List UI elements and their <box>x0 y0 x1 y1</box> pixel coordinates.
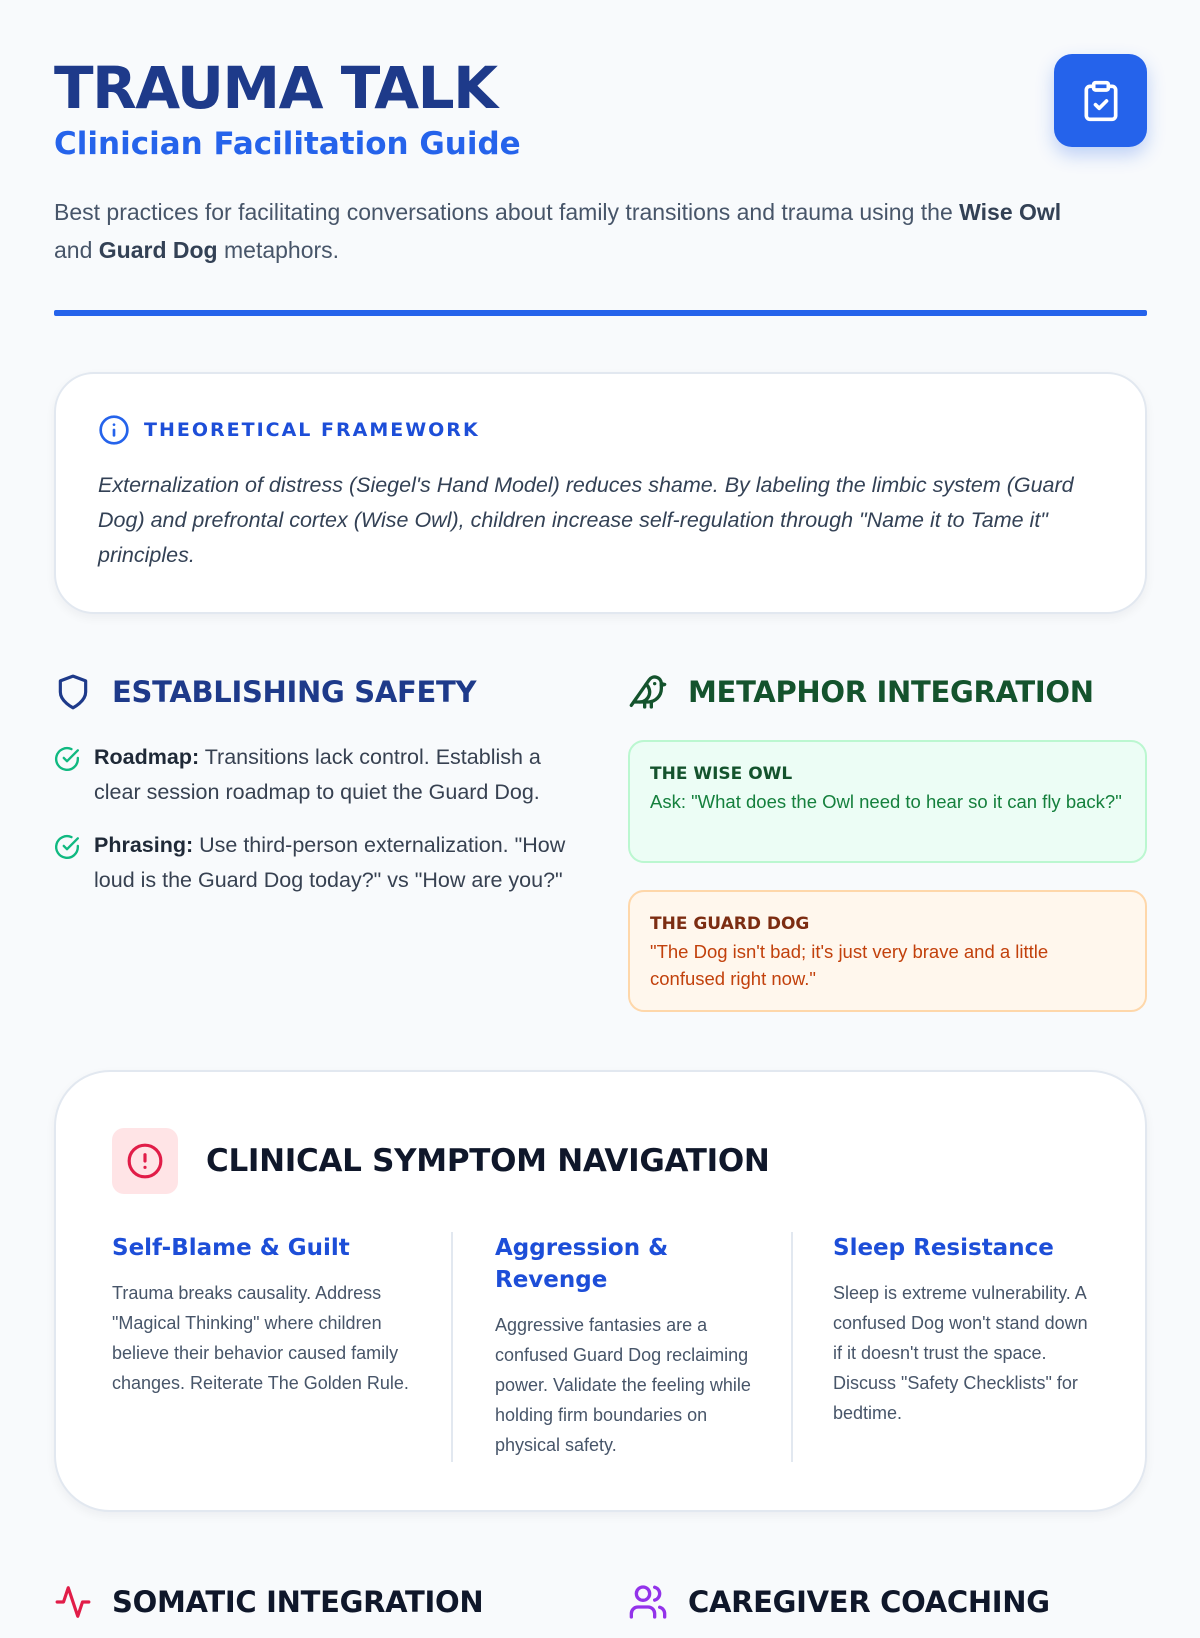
alert-badge <box>112 1128 178 1194</box>
safety-list <box>54 740 574 898</box>
guard-dog-text: "The Dog isn't bad; it's just very brave and a little confused right now." <box>650 941 1049 989</box>
symptom-columns <box>112 1232 1089 1462</box>
bird-icon <box>628 672 668 712</box>
symptom-column <box>791 1232 1089 1462</box>
header-divider <box>54 310 1147 316</box>
symptom-column-text: Trauma breaks causality. Address "Magical Thinking" where children believe their behavior caused family changes. Reiterate The Golden Rule. <box>112 1283 409 1393</box>
wise-owl-name: THE WISE OWL <box>650 764 793 784</box>
symptom-column-title: Sleep Resistance <box>833 1235 1054 1261</box>
info-icon <box>98 414 130 446</box>
framework-card <box>54 372 1147 614</box>
caregiver-title: CAREGIVER COACHING <box>688 1585 1050 1619</box>
somatic-section-head <box>54 1578 483 1626</box>
symptom-card <box>54 1070 1147 1512</box>
metaphor-section <box>628 668 1147 1012</box>
intro-text <box>54 193 1147 269</box>
framework-body: Externalization of distress (Siegel's Hand Model) reduces shame. By labeling the limbic system (Guard Dog) and prefrontal cortex (Wise Owl), children increase self-regulation through "Name it to Tame it" principles. <box>98 473 1074 567</box>
wise-owl-text: Ask: "What does the Owl need to hear so it can fly back?" <box>650 791 1122 812</box>
page-title: TRAUMA TALK <box>54 54 497 122</box>
symptom-column <box>451 1232 791 1462</box>
safety-title: ESTABLISHING SAFETY <box>112 675 477 709</box>
intro-part: Best practices for facilitating conversations about family transitions and trauma using the <box>54 199 960 225</box>
intro-part: and <box>54 237 99 263</box>
somatic-title: SOMATIC INTEGRATION <box>112 1585 484 1619</box>
page-subtitle: Clinician Facilitation Guide <box>54 126 521 162</box>
intro-part: metaphors. <box>217 237 340 263</box>
header <box>54 0 1147 300</box>
check-circle-icon <box>54 834 80 860</box>
safety-item-term: Phrasing: <box>94 833 194 857</box>
symptom-column-title: Self-Blame & Guilt <box>112 1235 350 1261</box>
wise-owl-card <box>628 740 1147 863</box>
list-item <box>54 828 574 898</box>
safety-item-desc: Transitions lack control. Establish a clear session roadmap to quiet the Guard Dog. <box>94 745 541 804</box>
bottom-sections <box>54 1578 1147 1638</box>
alert-circle-icon <box>126 1142 164 1180</box>
shield-icon <box>54 672 92 712</box>
safety-item-text <box>94 740 574 810</box>
clipboard-button[interactable] <box>1054 54 1147 147</box>
symptom-title: CLINICAL SYMPTOM NAVIGATION <box>206 1143 770 1179</box>
safety-item-text <box>94 828 574 898</box>
check-circle-icon <box>54 746 80 772</box>
users-icon <box>628 1582 668 1622</box>
symptom-column <box>112 1232 451 1462</box>
safety-item-term: Roadmap: <box>94 745 200 769</box>
symptom-column-title: Aggression & Revenge <box>495 1235 669 1293</box>
metaphor-title: METAPHOR INTEGRATION <box>688 675 1094 709</box>
clipboard-check-icon <box>1079 77 1123 125</box>
symptom-column-text: Aggressive fantasies are a confused Guard Dog reclaiming power. Validate the feeling while holding firm boundaries on physical safety. <box>495 1315 751 1455</box>
page <box>54 0 1147 1619</box>
symptom-column-text: Sleep is extreme vulnerability. A confused Dog won't stand down if it doesn't trust the space. Discuss "Safety Checklists" for bedtime. <box>833 1283 1088 1423</box>
framework-label: THEORETICAL FRAMEWORK <box>144 419 480 441</box>
activity-icon <box>54 1582 92 1622</box>
safety-section <box>54 668 574 916</box>
guard-dog-card <box>628 890 1147 1012</box>
list-item <box>54 740 574 810</box>
intro-wise-owl: Wise Owl <box>959 199 1062 225</box>
safety-item-desc: Use third-person externalization. "How loud is the Guard Dog today?" vs "How are you?" <box>94 833 566 892</box>
intro-guard-dog: Guard Dog <box>98 237 218 263</box>
guard-dog-name: THE GUARD DOG <box>650 914 810 934</box>
caregiver-section-head <box>628 1578 1050 1626</box>
